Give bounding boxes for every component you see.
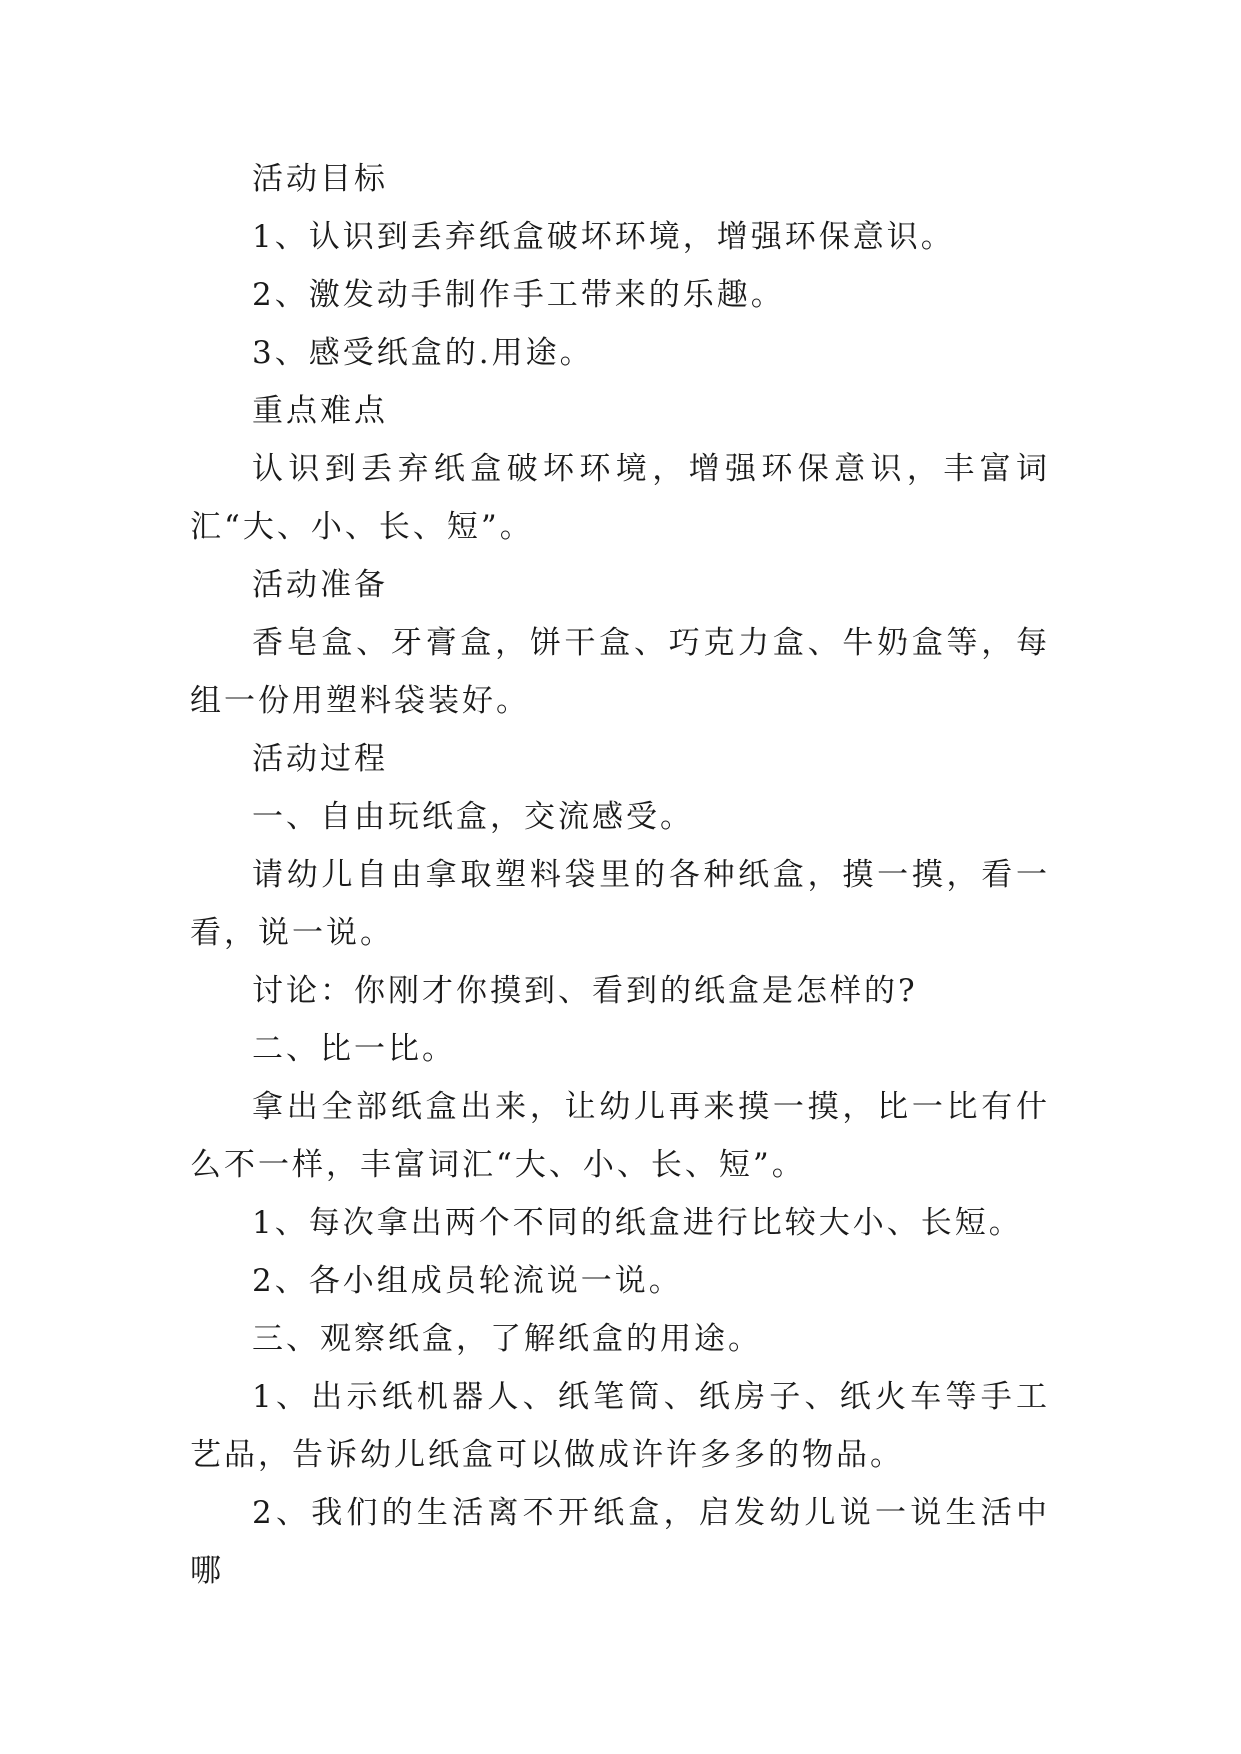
goal-item-2: 2、激发动手制作手工带来的乐趣。 [252,277,785,313]
process-step-2-item-2: 2、各小组成员轮流说一说。 [252,1263,683,1299]
process-step-3-item-1: 1、出示纸机器人、纸笔筒、纸房子、纸火车等手工艺品，告诉幼儿纸盒可以做成许许多多的物品。 [190,1379,1050,1473]
process-step-1-paragraph: 请幼儿自由拿取塑料袋里的各种纸盒，摸一摸，看一看，说一说。 [190,857,1050,951]
process-step-3-item-2: 2、我们的生活离不开纸盒，启发幼儿说一说生活中哪 [190,1495,1050,1589]
process-step-2-title: 二、比一比。 [252,1031,456,1067]
key-points-paragraph: 认识到丢弃纸盒破坏环境，增强环保意识，丰富词汇“大、小、长、短”。 [190,451,1050,545]
goal-item-1: 1、认识到丢弃纸盒破坏环境，增强环保意识。 [252,219,955,255]
section-heading-process: 活动过程 [252,741,388,777]
section-heading-key-points: 重点难点 [252,393,388,429]
process-step-3-title: 三、观察纸盒，了解纸盒的用途。 [252,1321,762,1357]
goal-item-3: 3、感受纸盒的.用途。 [252,335,594,371]
process-step-1-discussion: 讨论：你刚才你摸到、看到的纸盒是怎样的? [252,973,918,1009]
section-heading-activity-goals: 活动目标 [252,161,388,197]
document-body [190,150,1050,1600]
process-step-2-item-1: 1、每次拿出两个不同的纸盒进行比较大小、长短。 [252,1205,1023,1241]
section-heading-preparation: 活动准备 [252,567,388,603]
process-step-1-title: 一、自由玩纸盒，交流感受。 [252,799,694,835]
process-step-2-paragraph: 拿出全部纸盒出来，让幼儿再来摸一摸，比一比有什么不一样，丰富词汇“大、小、长、短”。 [190,1089,1050,1183]
preparation-paragraph: 香皂盒、牙膏盒，饼干盒、巧克力盒、牛奶盒等，每组一份用塑料袋装好。 [190,625,1050,719]
